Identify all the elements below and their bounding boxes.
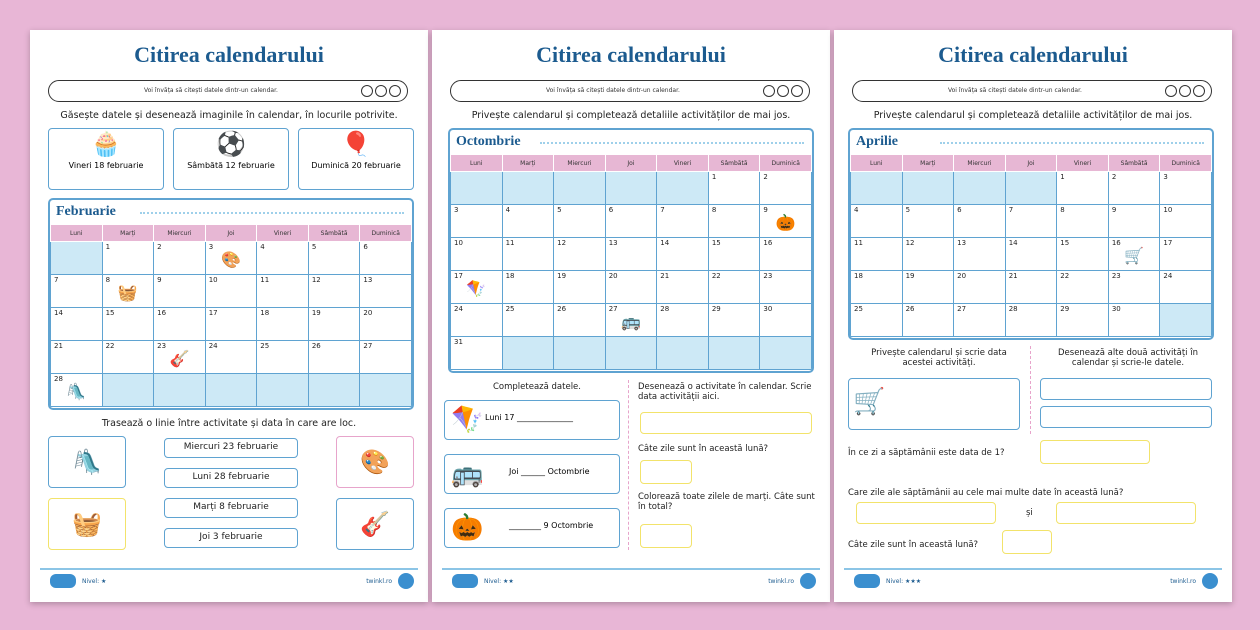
- calendar-day-cell[interactable]: 10: [205, 275, 257, 308]
- and-label: și: [1026, 508, 1033, 518]
- calendar-day-cell[interactable]: 1: [708, 172, 760, 205]
- calendar-day-cell[interactable]: 31: [451, 337, 503, 370]
- divider: [1030, 346, 1031, 434]
- shopping-cart-icon: 🛒: [853, 387, 886, 417]
- date-tag[interactable]: Marți 8 februarie: [164, 498, 298, 518]
- learning-objective: Voi învăța să citești datele dintr-un calendar.: [48, 80, 408, 102]
- weekday-header: Luni: [851, 155, 903, 172]
- calendar-day-cell[interactable]: 20: [954, 271, 1006, 304]
- answer-box[interactable]: [1040, 406, 1212, 428]
- instruction: Găsește datele și desenează imaginile în calendar, în locurile potrivite.: [60, 110, 398, 121]
- balloon-icon: 🎈: [341, 130, 371, 158]
- calendar-day-cell[interactable]: [760, 337, 812, 370]
- twinkl-logo: [854, 574, 880, 588]
- calendar-day-cell[interactable]: 18: [502, 271, 554, 304]
- calendar-day-cell[interactable]: [102, 374, 154, 407]
- footer: Nivel: ★ twinkl.ro: [40, 568, 418, 592]
- calendar-day-cell[interactable]: 21: [657, 271, 709, 304]
- twinkl-logo: [50, 574, 76, 588]
- calendar-day-cell[interactable]: 14: [657, 238, 709, 271]
- weekday-header: Marți: [502, 155, 554, 172]
- calendar-day-cell[interactable]: 6: [360, 242, 412, 275]
- weekday-header: Miercuri: [554, 155, 606, 172]
- calendar-day-cell[interactable]: 21: [1005, 271, 1057, 304]
- calendar-day-cell[interactable]: 24: [205, 341, 257, 374]
- calendar-day-cell[interactable]: 9 🎃: [760, 205, 812, 238]
- activity-answer: 🚌 Joi ______ Octombrie: [444, 454, 620, 494]
- calendar-day-cell[interactable]: 22: [102, 341, 154, 374]
- calendar-day-cell[interactable]: 17 🪁: [451, 271, 503, 304]
- answer-box[interactable]: [856, 502, 996, 524]
- calendar-day-cell[interactable]: 27 🚌: [605, 304, 657, 337]
- calendar-day-cell[interactable]: 3: [451, 205, 503, 238]
- calendar-day-cell[interactable]: [605, 172, 657, 205]
- weekday-header: Sâmbătă: [708, 155, 760, 172]
- calendar-day-cell[interactable]: 18: [851, 271, 903, 304]
- calendar-day-cell[interactable]: [1005, 172, 1057, 205]
- calendar-day-cell[interactable]: 26: [902, 304, 954, 337]
- question: Desenează o activitate în calendar. Scrie data activității aici.: [638, 382, 812, 402]
- weekday-header: Joi: [205, 225, 257, 242]
- weekday-header: Joi: [1005, 155, 1057, 172]
- self-assessment-circles: [1165, 85, 1205, 97]
- calendar-day-cell[interactable]: 19: [902, 271, 954, 304]
- calendar-day-cell[interactable]: 15: [1057, 238, 1109, 271]
- pumpkin-icon: 🎃: [775, 213, 796, 232]
- page-title: Citirea calendarului: [938, 42, 1128, 67]
- calendar-day-cell[interactable]: [360, 374, 412, 407]
- weekday-header: Vineri: [257, 225, 309, 242]
- activity-card: ⚽ Sâmbătă 12 februarie: [173, 128, 289, 190]
- calendar-day-cell[interactable]: [308, 374, 360, 407]
- weekday-header: Sâmbătă: [1108, 155, 1160, 172]
- month-name: Aprilie: [850, 130, 1212, 154]
- calendar-day-cell[interactable]: [51, 242, 103, 275]
- calendar-day-cell[interactable]: 22: [708, 271, 760, 304]
- calendar-day-cell[interactable]: 30: [760, 304, 812, 337]
- calendar-day-cell[interactable]: [954, 172, 1006, 205]
- calendar-day-cell[interactable]: 26: [308, 341, 360, 374]
- calendar-day-cell[interactable]: [657, 337, 709, 370]
- calendar-day-cell[interactable]: 28: [657, 304, 709, 337]
- calendar-day-cell[interactable]: 21: [51, 341, 103, 374]
- calendar-day-cell[interactable]: 16 🛒: [1108, 238, 1160, 271]
- swing-icon: 🛝: [48, 436, 126, 488]
- cupcake-icon: 🧁: [91, 130, 121, 158]
- calendar-day-cell[interactable]: [554, 337, 606, 370]
- calendar-day-cell[interactable]: 15: [708, 238, 760, 271]
- calendar-day-cell[interactable]: 25: [851, 304, 903, 337]
- page-title: Citirea calendarului: [134, 42, 324, 67]
- weekday-header: Vineri: [1057, 155, 1109, 172]
- calendar-day-cell[interactable]: 17: [205, 308, 257, 341]
- calendar-day-cell[interactable]: [1160, 304, 1212, 337]
- date-tag[interactable]: Luni 28 februarie: [164, 468, 298, 488]
- calendar-day-cell[interactable]: 10: [451, 238, 503, 271]
- calendar-february: [48, 198, 414, 410]
- weekday-header: Duminică: [360, 225, 412, 242]
- weekday-header: Joi: [605, 155, 657, 172]
- calendar-day-cell[interactable]: [205, 374, 257, 407]
- weekday-header: Miercuri: [154, 225, 206, 242]
- calendar-day-cell[interactable]: 11: [502, 238, 554, 271]
- calendar-day-cell[interactable]: 25: [257, 341, 309, 374]
- calendar-day-cell[interactable]: 5: [308, 242, 360, 275]
- weekday-header: Luni: [451, 155, 503, 172]
- shopping-cart-icon: 🛒: [1124, 246, 1145, 265]
- learning-objective: Voi învăța să citești datele dintr-un calendar.: [450, 80, 810, 102]
- calendar-day-cell[interactable]: [154, 374, 206, 407]
- weekday-header: Duminică: [760, 155, 812, 172]
- question: Câte zile sunt în această lună?: [848, 540, 979, 550]
- activity-answer: 🎃 ________ 9 Octombrie: [444, 508, 620, 548]
- calendar-day-cell[interactable]: 30: [1108, 304, 1160, 337]
- calendar-day-cell[interactable]: 8: [708, 205, 760, 238]
- worksheet-page-2: [432, 30, 830, 602]
- calendar-day-cell[interactable]: 24: [451, 304, 503, 337]
- month-name: Februarie: [50, 200, 412, 224]
- activity-card: 🎈 Duminică 20 februarie: [298, 128, 414, 190]
- picnic-icon: 🧺: [48, 498, 126, 550]
- calendar-day-cell[interactable]: 17: [1160, 238, 1212, 271]
- calendar-day-cell[interactable]: 13: [605, 238, 657, 271]
- calendar-day-cell[interactable]: 2: [1108, 172, 1160, 205]
- question: În ce zi a săptămânii este data de 1?: [848, 448, 1005, 458]
- calendar-day-cell[interactable]: 25: [502, 304, 554, 337]
- calendar-october: [448, 128, 814, 373]
- calendar-day-cell[interactable]: [851, 172, 903, 205]
- question: Desenează alte două activități în calendar și scrie-le datele.: [1057, 348, 1198, 368]
- brand-icon: [398, 573, 414, 589]
- month-name: Octombrie: [450, 130, 812, 154]
- kite-icon: 🪁: [466, 279, 487, 298]
- calendar-day-cell[interactable]: [502, 172, 554, 205]
- calendar-day-cell[interactable]: 4: [502, 205, 554, 238]
- weekday-header: Duminică: [1160, 155, 1212, 172]
- calendar-day-cell[interactable]: [657, 172, 709, 205]
- calendar-day-cell[interactable]: 13: [954, 238, 1006, 271]
- football-icon: ⚽: [216, 130, 246, 158]
- answer-box[interactable]: [640, 524, 692, 548]
- weekday-header: Marți: [902, 155, 954, 172]
- calendar-day-cell[interactable]: [708, 337, 760, 370]
- calendar-day-cell[interactable]: 1: [102, 242, 154, 275]
- weekday-header: Luni: [51, 225, 103, 242]
- calendar-day-cell[interactable]: [502, 337, 554, 370]
- calendar-day-cell[interactable]: 7: [51, 275, 103, 308]
- calendar-day-cell[interactable]: 26: [554, 304, 606, 337]
- pumpkin-icon: 🎃: [451, 513, 484, 543]
- calendar-day-cell[interactable]: 8 🧺: [102, 275, 154, 308]
- calendar-day-cell[interactable]: [605, 337, 657, 370]
- calendar-day-cell[interactable]: 1: [1057, 172, 1109, 205]
- swing-icon: 🛝: [66, 382, 87, 401]
- weekday-header: Miercuri: [954, 155, 1006, 172]
- calendar-day-cell[interactable]: 23: [760, 271, 812, 304]
- calendar-day-cell[interactable]: 3: [1160, 172, 1212, 205]
- calendar-day-cell[interactable]: 4: [257, 242, 309, 275]
- calendar-day-cell[interactable]: 16: [760, 238, 812, 271]
- weekday-header: Sâmbătă: [308, 225, 360, 242]
- calendar-day-cell[interactable]: 10: [1160, 205, 1212, 238]
- calendar-day-cell[interactable]: 12: [554, 238, 606, 271]
- calendar-day-cell[interactable]: 9: [1108, 205, 1160, 238]
- question: Privește calendarul și scrie data acestei activități.: [871, 348, 1007, 368]
- calendar-day-cell[interactable]: 13: [360, 275, 412, 308]
- calendar-day-cell[interactable]: [257, 374, 309, 407]
- calendar-day-cell[interactable]: 9: [154, 275, 206, 308]
- painting-icon: 🎨: [336, 436, 414, 488]
- calendar-day-cell[interactable]: 27: [360, 341, 412, 374]
- instruction: Trasează o linie între activitate și data în care are loc.: [101, 418, 357, 429]
- calendar-day-cell[interactable]: 6: [605, 205, 657, 238]
- calendar-day-cell[interactable]: 2: [760, 172, 812, 205]
- calendar-day-cell[interactable]: 8: [1057, 205, 1109, 238]
- calendar-day-cell[interactable]: 7: [1005, 205, 1057, 238]
- calendar-day-cell[interactable]: [902, 172, 954, 205]
- painting-icon: 🎨: [221, 250, 241, 269]
- learning-objective: Voi învăța să citești datele dintr-un calendar.: [852, 80, 1212, 102]
- page-title: Citirea calendarului: [536, 42, 726, 67]
- calendar-day-cell[interactable]: 12: [308, 275, 360, 308]
- calendar-day-cell[interactable]: 20: [360, 308, 412, 341]
- calendar-day-cell[interactable]: 14: [51, 308, 103, 341]
- calendar-day-cell[interactable]: 22: [1057, 271, 1109, 304]
- calendar-day-cell[interactable]: 20: [605, 271, 657, 304]
- calendar-day-cell[interactable]: 19: [308, 308, 360, 341]
- calendar-day-cell[interactable]: 27: [954, 304, 1006, 337]
- answer-box[interactable]: [1040, 440, 1150, 464]
- calendar-day-cell[interactable]: 11: [851, 238, 903, 271]
- answer-box[interactable]: [848, 378, 1020, 430]
- calendar-day-cell[interactable]: 28 🛝: [51, 374, 103, 407]
- calendar-day-cell[interactable]: 14: [1005, 238, 1057, 271]
- question: Care zile ale săptămânii au cele mai multe date în această lună?: [848, 488, 1124, 498]
- calendar-day-cell[interactable]: [554, 172, 606, 205]
- calendar-day-cell[interactable]: 29: [708, 304, 760, 337]
- calendar-day-cell[interactable]: 5: [902, 205, 954, 238]
- brand-icon: [800, 573, 816, 589]
- calendar-day-cell[interactable]: 6: [954, 205, 1006, 238]
- calendar-day-cell[interactable]: 16: [154, 308, 206, 341]
- footer: Nivel: ★★★ twinkl.ro: [844, 568, 1222, 592]
- brand-icon: [1202, 573, 1218, 589]
- calendar-day-cell[interactable]: [451, 172, 503, 205]
- activity-card: 🧁 Vineri 18 februarie: [48, 128, 164, 190]
- question: Colorează toate zilele de marți. Câte sunt în total?: [638, 492, 815, 512]
- music-icon: 🎸: [169, 349, 190, 368]
- self-assessment-circles: [763, 85, 803, 97]
- instruction: Privește calendarul și completează detaliile activităților de mai jos.: [873, 110, 1193, 121]
- weekday-header: Marți: [102, 225, 154, 242]
- calendar-day-cell[interactable]: 11: [257, 275, 309, 308]
- calendar-day-cell[interactable]: 3 🎨: [205, 242, 257, 275]
- worksheet-page-3: [834, 30, 1232, 602]
- calendar-day-cell[interactable]: 23: [1108, 271, 1160, 304]
- calendar-day-cell[interactable]: 29: [1057, 304, 1109, 337]
- answer-box[interactable]: [1002, 530, 1052, 554]
- calendar-day-cell[interactable]: 7: [657, 205, 709, 238]
- calendar-day-cell[interactable]: 2: [154, 242, 206, 275]
- calendar-day-cell[interactable]: 18: [257, 308, 309, 341]
- calendar-april: [848, 128, 1214, 340]
- answer-box[interactable]: [640, 460, 692, 484]
- kite-icon: 🪁: [451, 405, 484, 435]
- weekday-header: Vineri: [657, 155, 709, 172]
- self-assessment-circles: [361, 85, 401, 97]
- calendar-day-cell[interactable]: 23 🎸: [154, 341, 206, 374]
- calendar-day-cell[interactable]: 24: [1160, 271, 1212, 304]
- calendar-day-cell[interactable]: 15: [102, 308, 154, 341]
- date-tag[interactable]: Joi 3 februarie: [164, 528, 298, 548]
- bus-icon: 🚌: [451, 459, 484, 489]
- picnic-icon: 🧺: [117, 283, 138, 302]
- calendar-day-cell[interactable]: 12: [902, 238, 954, 271]
- worksheet-page-1: [30, 30, 428, 602]
- answer-box[interactable]: [1040, 378, 1212, 400]
- calendar-day-cell[interactable]: 19: [554, 271, 606, 304]
- section-title: Completează datele.: [492, 382, 581, 392]
- twinkl-logo: [452, 574, 478, 588]
- music-icon: 🎸: [336, 498, 414, 550]
- instruction: Privește calendarul și completează detaliile activităților de mai jos.: [471, 110, 791, 121]
- question: Câte zile sunt în această lună?: [638, 444, 769, 454]
- calendar-day-cell[interactable]: 4: [851, 205, 903, 238]
- divider: [628, 380, 629, 550]
- activity-answer: 🪁 Luni 17 ______________: [444, 400, 620, 440]
- calendar-day-cell[interactable]: 28: [1005, 304, 1057, 337]
- answer-box[interactable]: [1056, 502, 1196, 524]
- bus-icon: 🚌: [621, 312, 641, 331]
- footer: Nivel: ★★ twinkl.ro: [442, 568, 820, 592]
- calendar-day-cell[interactable]: 5: [554, 205, 606, 238]
- answer-box[interactable]: [640, 412, 812, 434]
- date-tag[interactable]: Miercuri 23 februarie: [164, 438, 298, 458]
